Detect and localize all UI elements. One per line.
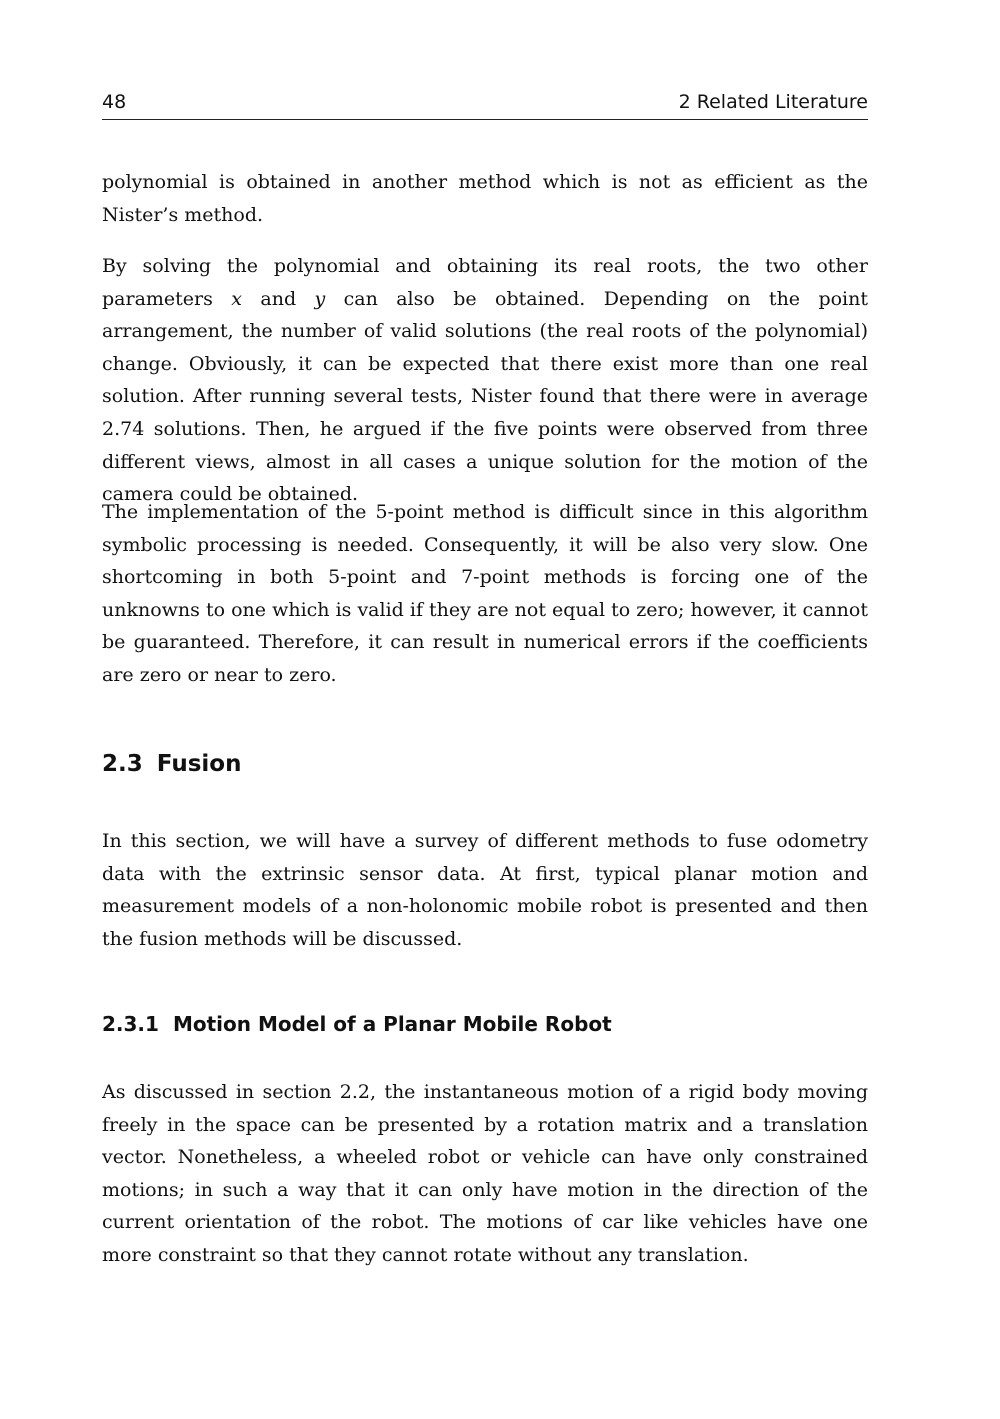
paragraph-fusion-intro	[102, 825, 868, 955]
paragraph-text	[102, 250, 868, 511]
paragraph-text: The implementation of the 5-point method is difficult since in this algorithm symbolic processing is needed. Consequently, it will be also very slow. One shortcoming in both 5-point and 7-point methods is forcing one of the unknowns to one which is valid if they are not equal to zero; however, it cannot be guaranteed. Therefore, it can result in numerical errors if the coefficients are zero or near to zero.	[102, 501, 868, 686]
math-variable-y: y	[314, 287, 326, 310]
page-number: 48	[102, 91, 127, 113]
subsection-heading-motion-model	[102, 1012, 612, 1036]
running-title: 2 Related Literature	[678, 91, 868, 113]
paragraph-five-point-implementation	[102, 496, 868, 692]
section-number: 2.3	[102, 751, 143, 777]
text-segment: and	[241, 287, 315, 310]
paragraph-real-roots	[102, 250, 868, 511]
math-variable-x: x	[231, 287, 242, 310]
paragraph-text: As discussed in section 2.2, the instantaneous motion of a rigid body moving freely in the space can be presented by a rotation matrix and a translation vector. Nonetheless, a wheeled robot or vehicle can have only constrained motions; in such a way that it can only have motion in the direction of the current orientation of the robot. The motions of car like vehicles have one more constraint so that they cannot rotate without any translation.	[102, 1081, 868, 1266]
paragraph-text: In this section, we will have a survey of different methods to fuse odometry data with the extrinsic sensor data. At first, typical planar motion and measurement models of a non-holonomic mobile robot is presented and then the fusion methods will be discussed.	[102, 830, 868, 950]
section-heading-fusion	[102, 751, 241, 777]
subsection-number: 2.3.1	[102, 1012, 159, 1036]
paragraph-text: polynomial is obtained in another method which is not as efficient as the Nister’s method.	[102, 171, 868, 226]
section-title: Fusion	[156, 751, 242, 777]
page-header	[102, 88, 868, 120]
text-segment: can also be obtained. Depending on the point arrangement, the number of valid solutions (the real roots of the polynomial) change. Obviously, it can be expected that there exist more than one real solution. After running several tests, Nister found that there were in average 2.74 solutions. Then, he argued if the five points were observed from three different views, almost in all cases a unique solution for the motion of the camera could be obtained.	[102, 287, 868, 506]
text-segment: By solving the polynomial and obtaining its real roots, the two other parameters	[102, 255, 868, 310]
paragraph-motion-model	[102, 1076, 868, 1272]
subsection-title: Motion Model of a Planar Mobile Robot	[172, 1012, 612, 1036]
paragraph-polynomial-efficiency	[102, 166, 868, 231]
